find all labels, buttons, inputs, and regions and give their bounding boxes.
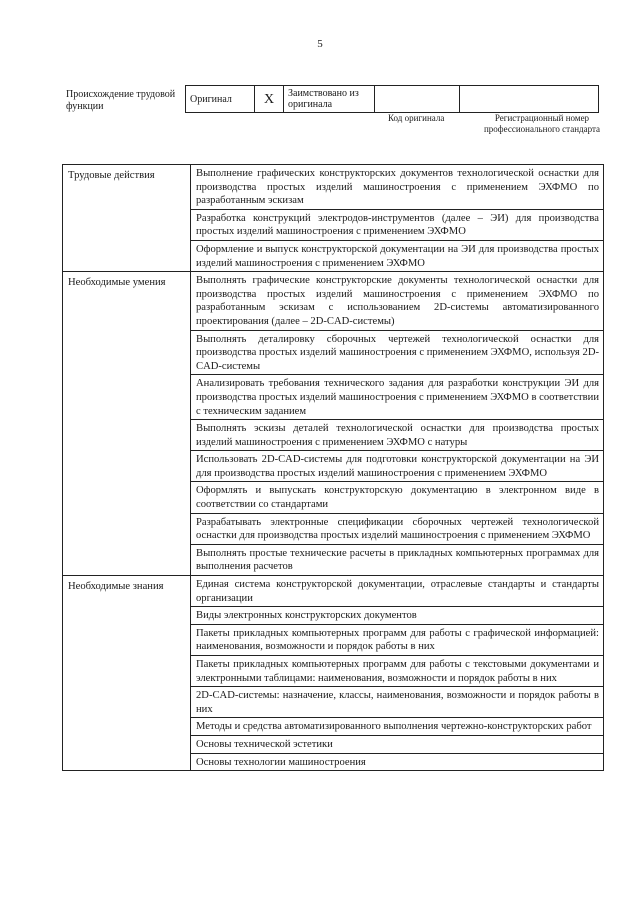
section-item: Разработка конструкций электродов-инструментов (далее – ЭИ) для производства простых изделий машиностроения с применением ЭХФМО: [191, 209, 604, 240]
section-item: Основы технологии машиностроения: [191, 753, 604, 771]
origin-label: Происхождение трудовой функции: [66, 89, 176, 112]
section-item: Оформлять и выпускать конструкторскую документацию в электронном виде в соответствии со стандартами: [191, 482, 604, 513]
section-item: Методы и средства автоматизированного выполнения чертежно-конструкторских работ: [191, 718, 604, 736]
section-item: Разрабатывать электронные спецификации сборочных чертежей технологической оснастки для производства простых изделий машиностроения с применением ЭХФМО: [191, 513, 604, 544]
table-row: [63, 272, 604, 330]
reg-caption: Регистрационный номер профессионального стандарта: [483, 113, 601, 134]
section-item: Выполнять эскизы деталей технологической оснастки для производства простых изделий машиностроения с применением ЭХФМО с натуры: [191, 420, 604, 451]
section-title: Необходимые умения: [63, 272, 191, 576]
code-caption: Код оригинала: [388, 113, 445, 123]
borrowed-label: Заимствовано из оригинала: [284, 86, 375, 113]
code-cell: [375, 86, 460, 113]
section-item: Использовать 2D-CAD-системы для подготовки конструкторской документации на ЭИ для производства простых изделий машиностроения с применением ЭХФМО: [191, 451, 604, 482]
section-item: Анализировать требования технического задания для разработки конструкции ЭИ для производства простых изделий машиностроения с применением ЭХФМО в соответствии с техническим заданием: [191, 375, 604, 420]
reg-number-cell: [460, 86, 599, 113]
table-row: [63, 576, 604, 607]
section-item: Пакеты прикладных компьютерных программ для работы с графической информацией: наименования, возможности и порядок работы в них: [191, 624, 604, 655]
table-row: [63, 165, 604, 210]
page-number: 5: [317, 38, 323, 50]
original-mark: X: [255, 86, 284, 113]
section-item: Выполнять графические конструкторские документы технологической оснастки для производства простых изделий машиностроения с применением ЭХФМО по разработанным эскизам с использованием 2D-системы автоматизированного проектирования (далее – 2D-CAD-системы): [191, 272, 604, 330]
section-item: Единая система конструкторской документации, отраслевые стандарты и стандарты организации: [191, 576, 604, 607]
section-item: 2D-CAD-системы: назначение, классы, наименования, возможности и порядок работы в них: [191, 687, 604, 718]
section-item: Пакеты прикладных компьютерных программ для работы с текстовыми документами и электронными таблицами: наименования, возможности и порядок работы в них: [191, 656, 604, 687]
section-title: Трудовые действия: [63, 165, 191, 272]
labor-function-table: [62, 164, 604, 771]
section-item: Основы технической эстетики: [191, 735, 604, 753]
section-item: Выполнять деталировку сборочных чертежей технологической оснастки для производства простых изделий машиностроения с применением ЭХФМО, используя 2D-CAD-системы: [191, 330, 604, 375]
original-label: Оригинал: [186, 86, 255, 113]
section-item: Виды электронных конструкторских документов: [191, 607, 604, 625]
section-item: Выполнение графических конструкторских документов технологической оснастки для производства простых изделий машиностроения с применением ЭХФМО по разработанным эскизам: [191, 165, 604, 210]
origin-table: [185, 85, 599, 113]
section-item: Выполнять простые технические расчеты в прикладных компьютерных программах для выполнения расчетов: [191, 544, 604, 575]
section-item: Оформление и выпуск конструкторской документации на ЭИ для производства простых изделий машиностроения с применением ЭХФМО: [191, 240, 604, 271]
section-title: Необходимые знания: [63, 576, 191, 771]
